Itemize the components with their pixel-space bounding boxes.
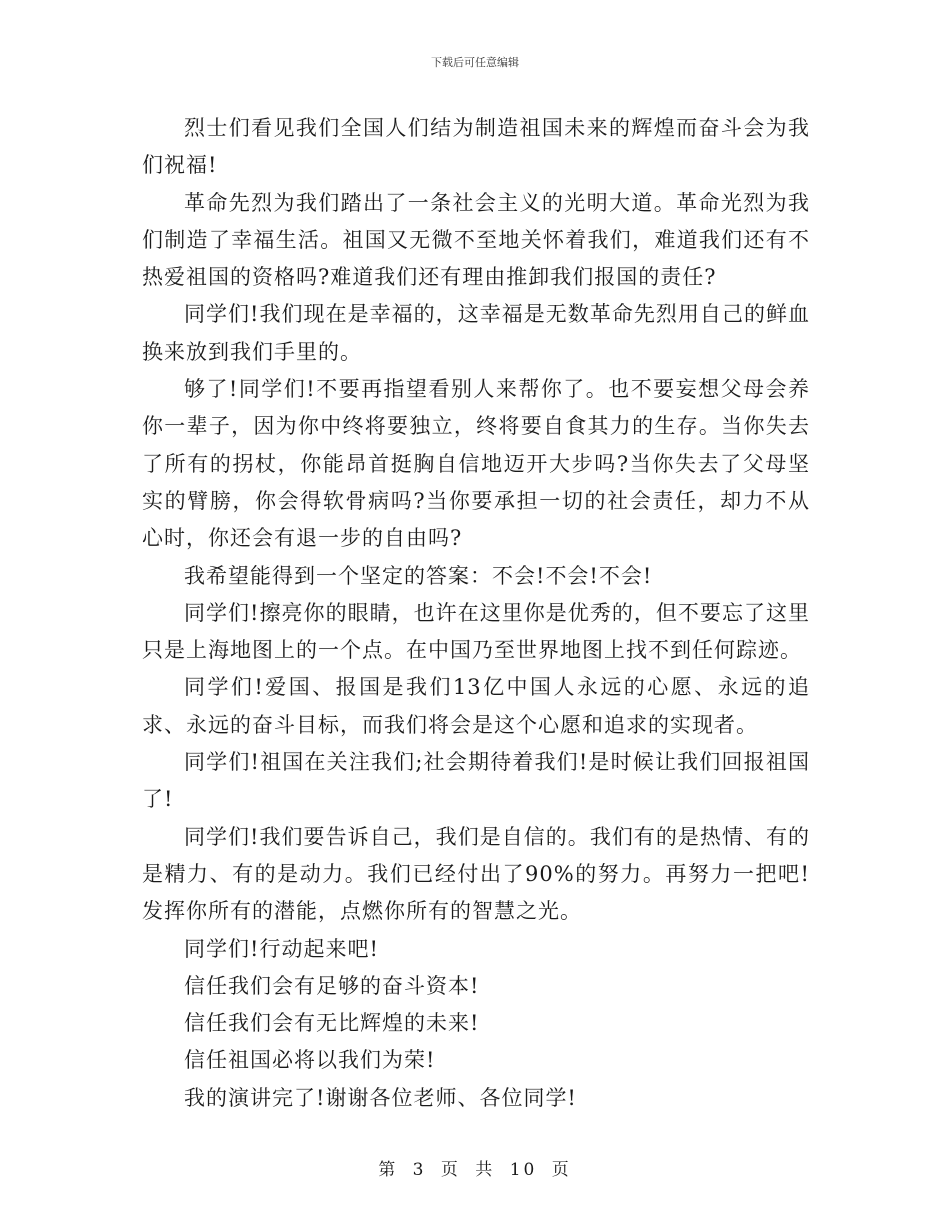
paragraph: 同学们!擦亮你的眼睛，也许在这里你是优秀的，但不要忘了这里只是上海地图上的一个点。在中国乃至世界地图上找不到任何踪迹。 [142, 600, 810, 663]
paragraph: 信任我们会有足够的奋斗资本! [184, 973, 480, 998]
document-body [142, 110, 810, 1117]
paragraph: 同学们!我们现在是幸福的，这幸福是无数革命先烈用自己的鲜血换来放到我们手里的。 [142, 302, 810, 364]
paragraph: 同学们!行动起来吧! [184, 936, 379, 961]
paragraph: 革命先烈为我们踏出了一条社会主义的光明大道。革命光烈为我们制造了幸福生活。祖国又无微不至地关怀着我们，难道我们还有不热爱祖国的资格吗?难道我们还有理由推卸我们报国的责任? [142, 190, 810, 290]
page-header-note: 下载后可任意编辑 [431, 56, 519, 69]
paragraph: 同学们!我们要告诉自己，我们是自信的。我们有的是热情、有的是精力、有的是动力。我们已经付出了90%的努力。再努力一把吧!发挥你所有的潜能，点燃你所有的智慧之光。 [142, 824, 810, 924]
paragraph: 信任祖国必将以我们为荣! [184, 1048, 436, 1073]
paragraph: 烈士们看见我们全国人们结为制造祖国未来的辉煌而奋斗会为我们祝福! [142, 116, 810, 178]
paragraph: 我希望能得到一个坚定的答案：不会!不会!不会! [184, 563, 653, 588]
paragraph: 够了!同学们!不要再指望看别人来帮你了。也不要妄想父母会养你一辈子，因为你中终将要独立，终将要自食其力的生存。当你失去了所有的拐杖，你能昂首挺胸自信地迈开大步吗?当你失去了父母坚实的臂膀，你会得软骨病吗?当你要承担一切的社会责任，却力不从心时，你还会有退一步的自由吗? [142, 377, 810, 551]
paragraph: 同学们!祖国在关注我们;社会期待着我们!是时候让我们回报祖国了! [142, 750, 810, 812]
paragraph: 信任我们会有无比辉煌的未来! [184, 1011, 480, 1036]
page-number: 第 3 页 共 10 页 [378, 1160, 572, 1180]
paragraph: 同学们!爱国、报国是我们13亿中国人永远的心愿、永远的追求、永远的奋斗目标，而我们将会是这个心愿和追求的实现者。 [142, 675, 810, 737]
paragraph: 我的演讲完了!谢谢各位老师、各位同学! [184, 1085, 577, 1110]
